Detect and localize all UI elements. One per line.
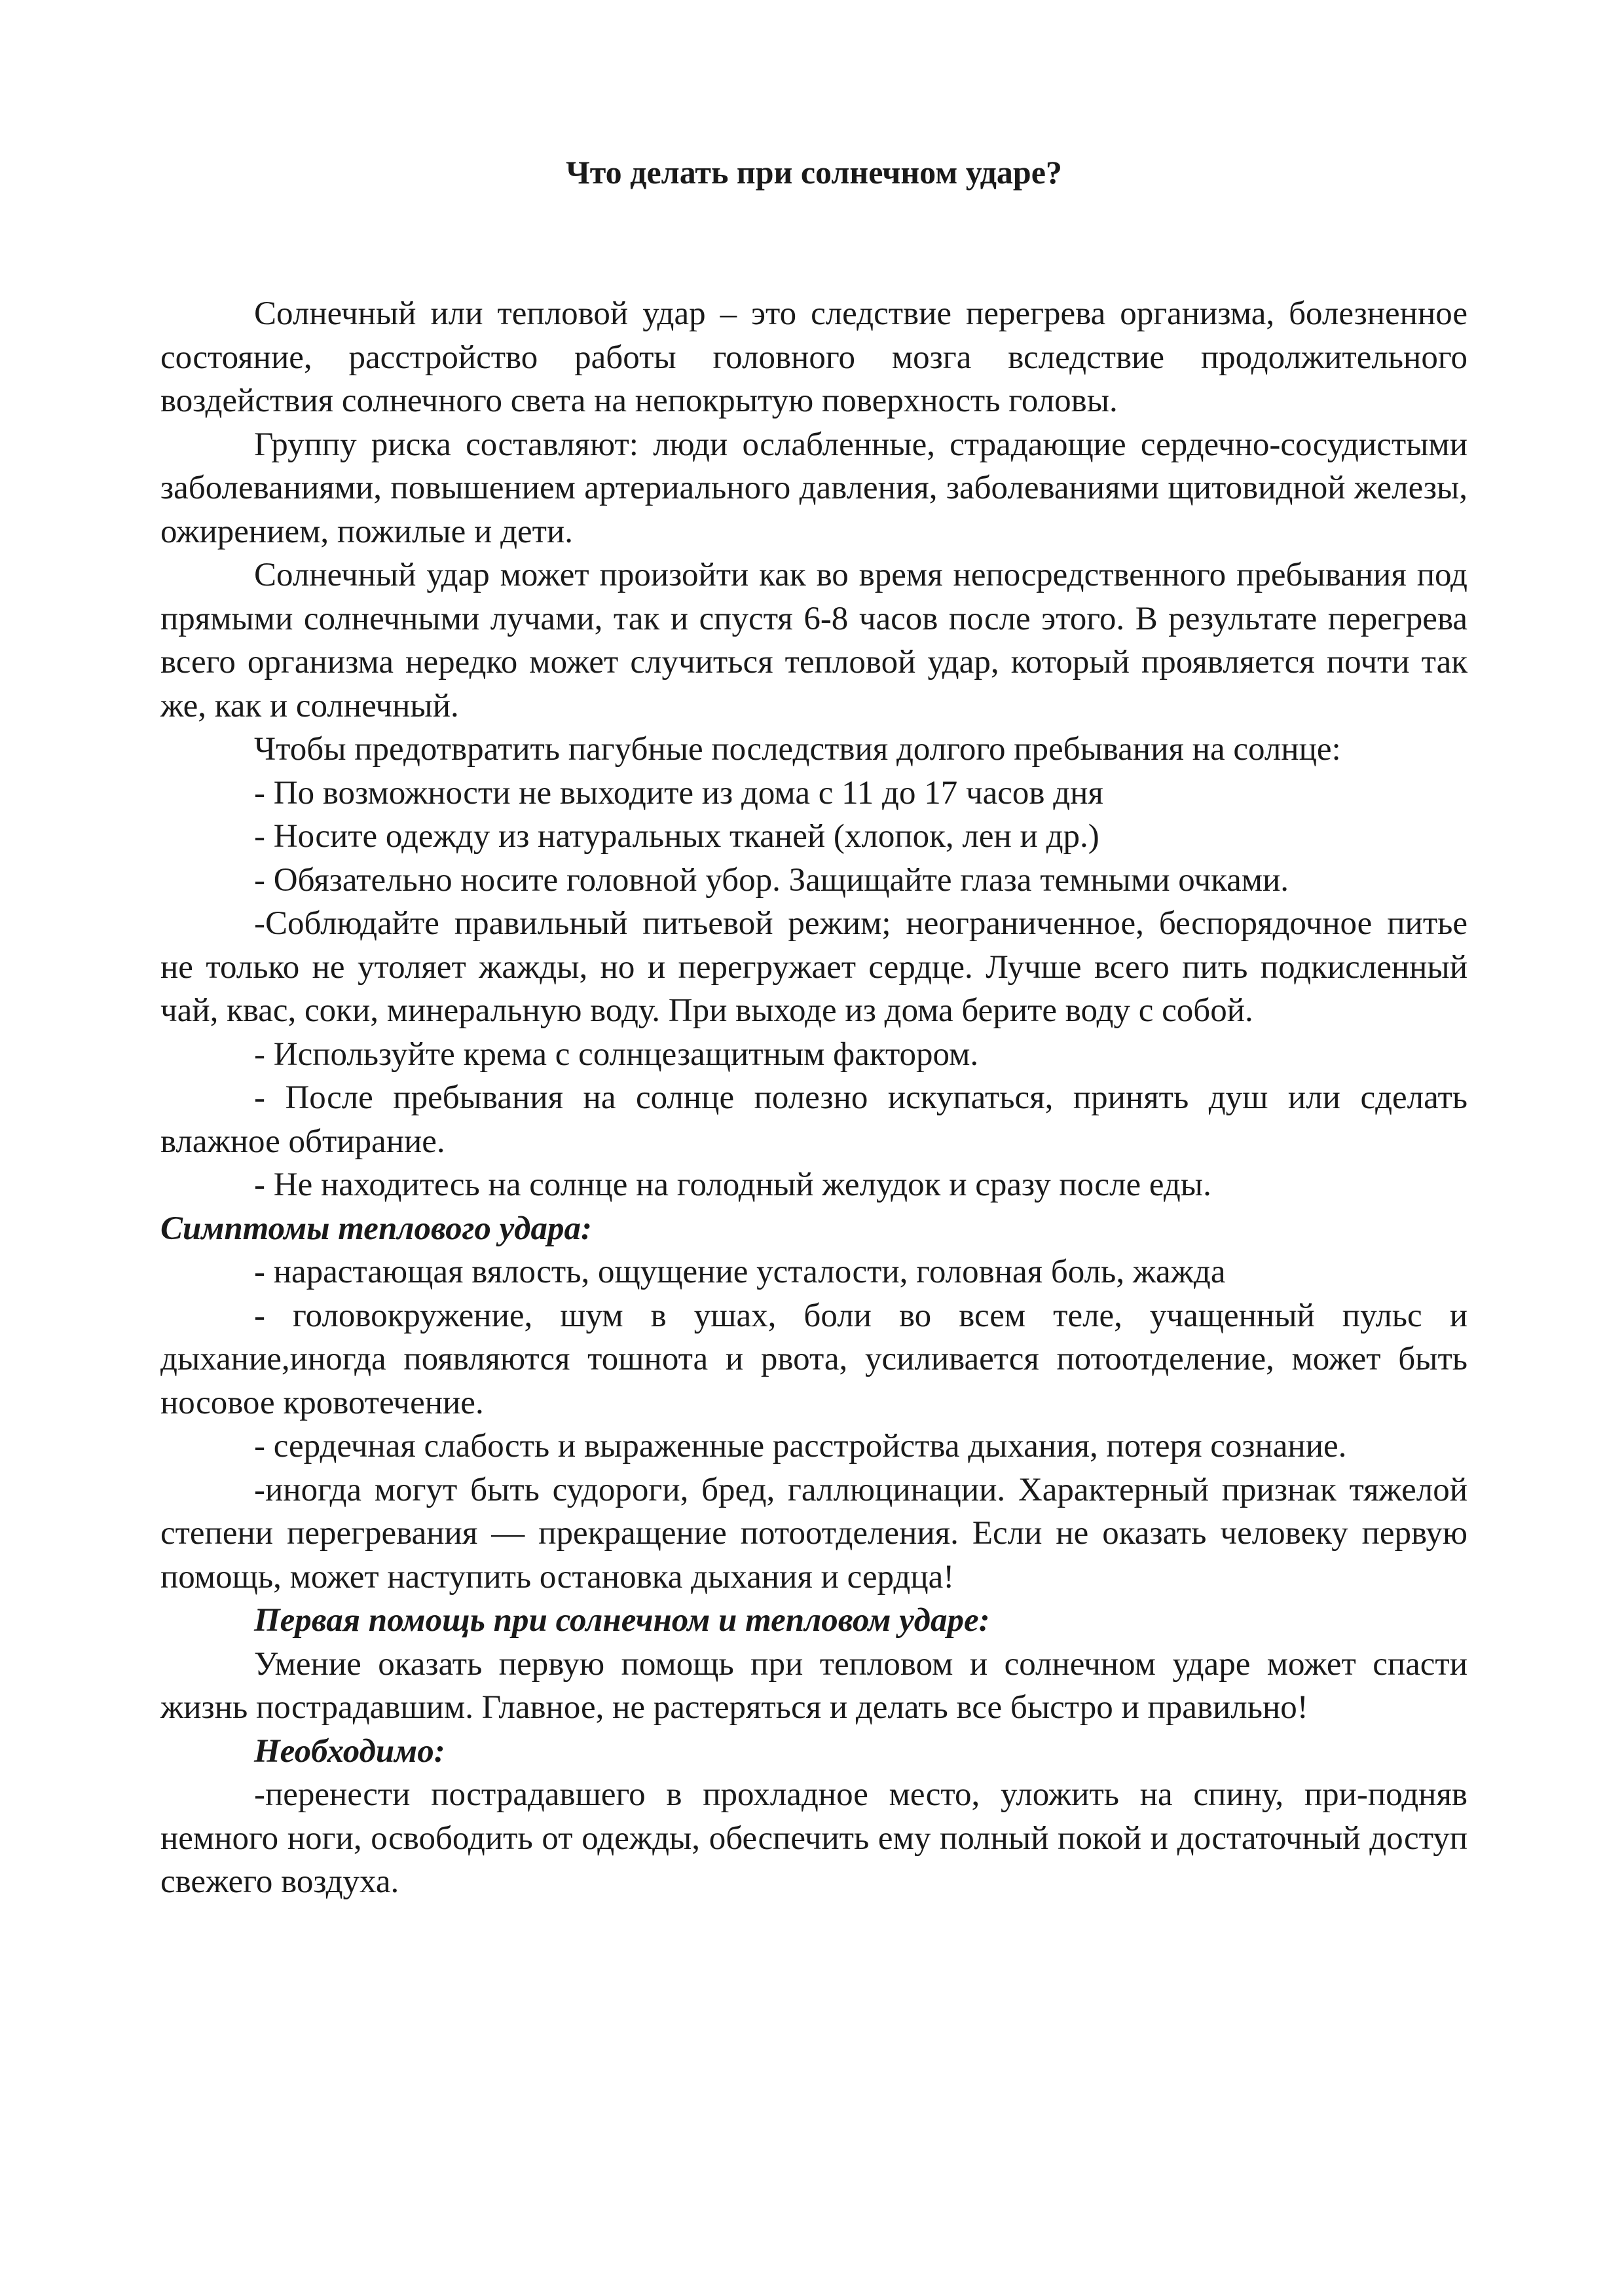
prevention-item: -Соблюдайте правильный питьевой режим; неограниченное, беспорядочное питье не только не утоляет жажды, но и перегружает сердце. Лучше всего пить подкисленный чай, квас, соки, минеральную воду. При выходе из дома берите воду с собой.	[160, 905, 1467, 1029]
prevention-item: - Не находитесь на солнце на голодный желудок и сразу после еды.	[254, 1166, 1211, 1203]
paragraph-occurrence: Солнечный удар может произойти как во время непосредственного пребывания под прямыми солнечными лучами, так и спустя 6-8 часов после этого. В результате перегрева всего организма нередко может случиться тепловой удар, который проявляется почти так же, как и солнечный.	[160, 557, 1467, 724]
document-title: Что делать при солнечном ударе?	[566, 154, 1062, 191]
prevention-item: - Используйте крема с солнцезащитным фактором.	[254, 1036, 979, 1073]
first-aid-heading: Первая помощь при солнечном и тепловом ударе:	[254, 1602, 990, 1639]
paragraph-risk-group: Группу риска составляют: люди ослабленные, страдающие сердечно-сосудистыми заболеваниями, повышением артериального давления, заболеваниями щитовидной железы, ожирением, пожилые и дети.	[160, 426, 1467, 550]
symptom-item: - сердечная слабость и выраженные расстройства дыхания, потеря сознание.	[254, 1428, 1347, 1465]
symptom-item: -иногда могут быть судороги, бред, галлюцинации. Характерный признак тяжелой степени перегревания — прекращение потоотделения. Если не оказать человеку первую помощь, может наступить остановка дыхания и сердца!	[160, 1471, 1467, 1595]
first-aid-text: Умение оказать первую помощь при тепловом и солнечном ударе может спасти жизнь пострадавшим. Главное, не растеряться и делать все быстро и правильно!	[160, 1645, 1467, 1726]
necessary-heading: Необходимо:	[254, 1732, 445, 1770]
prevention-item: - По возможности не выходите из дома с 11 до 17 часов дня	[254, 774, 1103, 812]
document-page	[160, 151, 1467, 1904]
prevention-item: - После пребывания на солнце полезно искупаться, принять душ или сделать влажное обтирание.	[160, 1079, 1467, 1160]
prevention-item: - Носите одежду из натуральных тканей (хлопок, лен и др.)	[254, 818, 1099, 855]
symptom-item: - нарастающая вялость, ощущение усталости, головная боль, жажда	[254, 1254, 1226, 1290]
symptoms-heading: Симптомы теплового удара:	[160, 1210, 592, 1247]
prevention-item: - Обязательно носите головной убор. Защищайте глаза темными очками.	[254, 861, 1289, 899]
paragraph-prevention-intro: Чтобы предотвратить пагубные последствия долгого пребывания на солнце:	[254, 731, 1341, 768]
necessary-item: -перенести пострадавшего в прохладное место, уложить на спину, при-подняв немного ноги, освободить от одежды, обеспечить ему полный покой и достаточный доступ свежего воздуха.	[160, 1776, 1467, 1900]
paragraph-definition: Солнечный или тепловой удар – это следствие перегрева организма, болезненное состояние, расстройство работы головного мозга вследствие продолжительного воздействия солнечного света на непокрытую поверхность головы.	[160, 295, 1467, 419]
symptom-item: - головокружение, шум в ушах, боли во всем теле, учащенный пульс и дыхание,иногда появляются тошнота и рвота, усиливается потоотделение, может быть носовое кровотечение.	[160, 1297, 1467, 1421]
